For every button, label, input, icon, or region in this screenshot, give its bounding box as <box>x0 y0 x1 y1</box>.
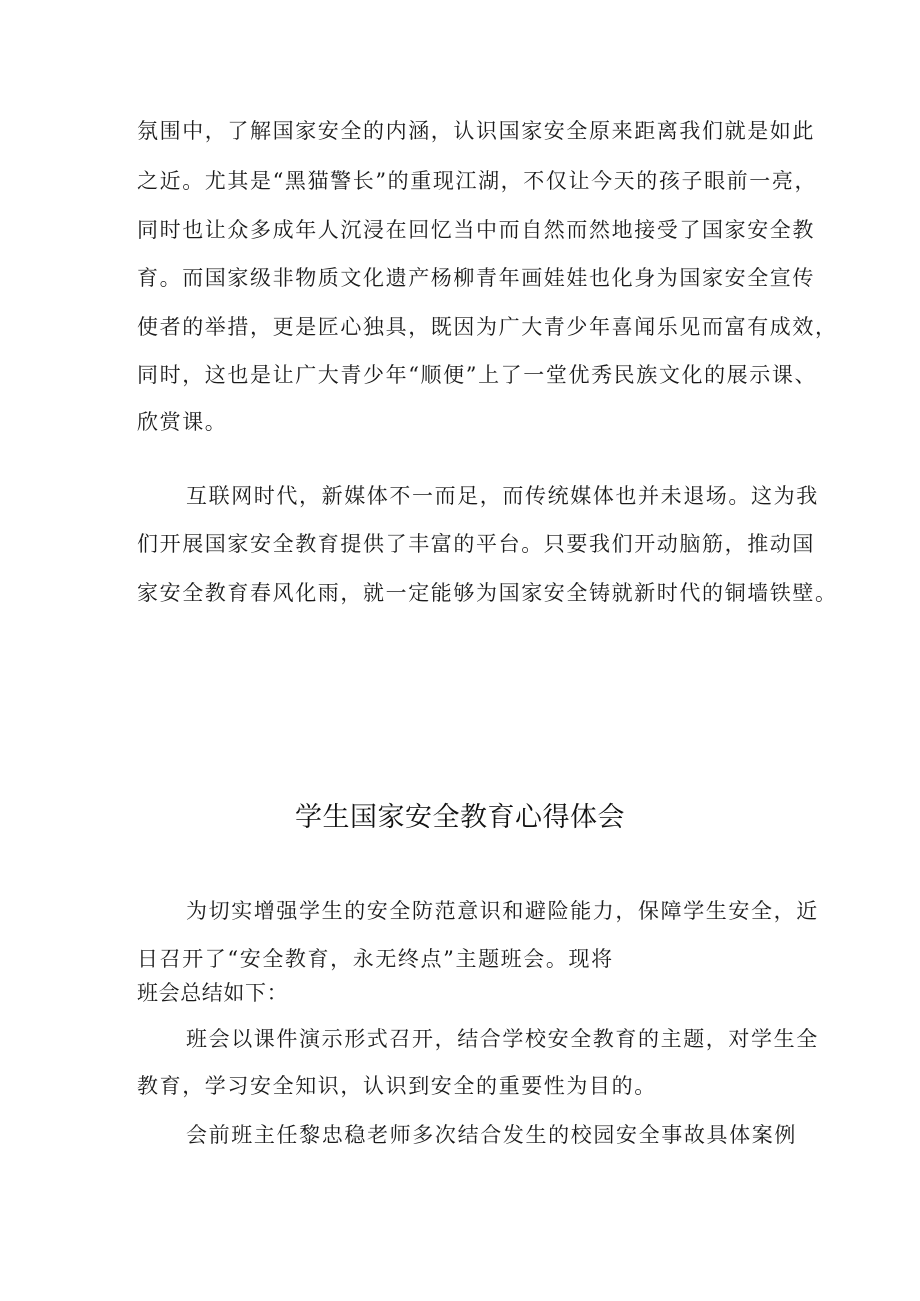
paragraph-line: 氛围中，了解国家安全的内涵，认识国家安全原来距离我们就是如此 <box>137 119 815 143</box>
paragraph-line: 同时也让众多成年人沉浸在回忆当中而自然而然地接受了国家安全教 <box>137 218 815 242</box>
paragraph-line: 会前班主任黎忠稳老师多次结合发生的校园安全事故具体案例 <box>186 1123 797 1147</box>
paragraph-line: 班会以课件演示形式召开，结合学校安全教育的主题，对学生全 <box>186 1027 819 1051</box>
paragraph-line: 使者的举措，更是匠心独具，既因为广大青少年喜闻乐见而富有成效， <box>137 315 838 339</box>
paragraph-line: 们开展国家安全教育提供了丰富的平台。只要我们开动脑筋，推动国 <box>137 532 815 556</box>
paragraph-line: 欣赏课。 <box>137 410 228 434</box>
paragraph-line: 同时，这也是让广大青少年“顺便”上了一堂优秀民族文化的展示课、 <box>137 363 818 387</box>
paragraph-line: 日召开了“安全教育，永无终点”主题班会。现将 <box>137 947 614 971</box>
paragraph-line: 家安全教育春风化雨，就一定能够为国家安全铸就新时代的铜墙铁壁。 <box>137 581 838 605</box>
paragraph-line: 互联网时代，新媒体不一而足，而传统媒体也并未退场。这为我 <box>186 484 819 508</box>
paragraph-line: 班会总结如下： <box>137 981 289 1005</box>
paragraph-line: 之近。尤其是“黑猫警长”的重现江湖，不仅让今天的孩子眼前一亮， <box>137 169 818 193</box>
paragraph-line: 为切实增强学生的安全防范意识和避险能力，保障学生安全，近 <box>186 899 819 923</box>
paragraph-line: 育。而国家级非物质文化遗产杨柳青年画娃娃也化身为国家安全宣传 <box>137 266 815 290</box>
page-title: 学生国家安全教育心得体会 <box>295 802 625 833</box>
paragraph-line: 教育，学习安全知识，认识到安全的重要性为目的。 <box>137 1074 657 1098</box>
